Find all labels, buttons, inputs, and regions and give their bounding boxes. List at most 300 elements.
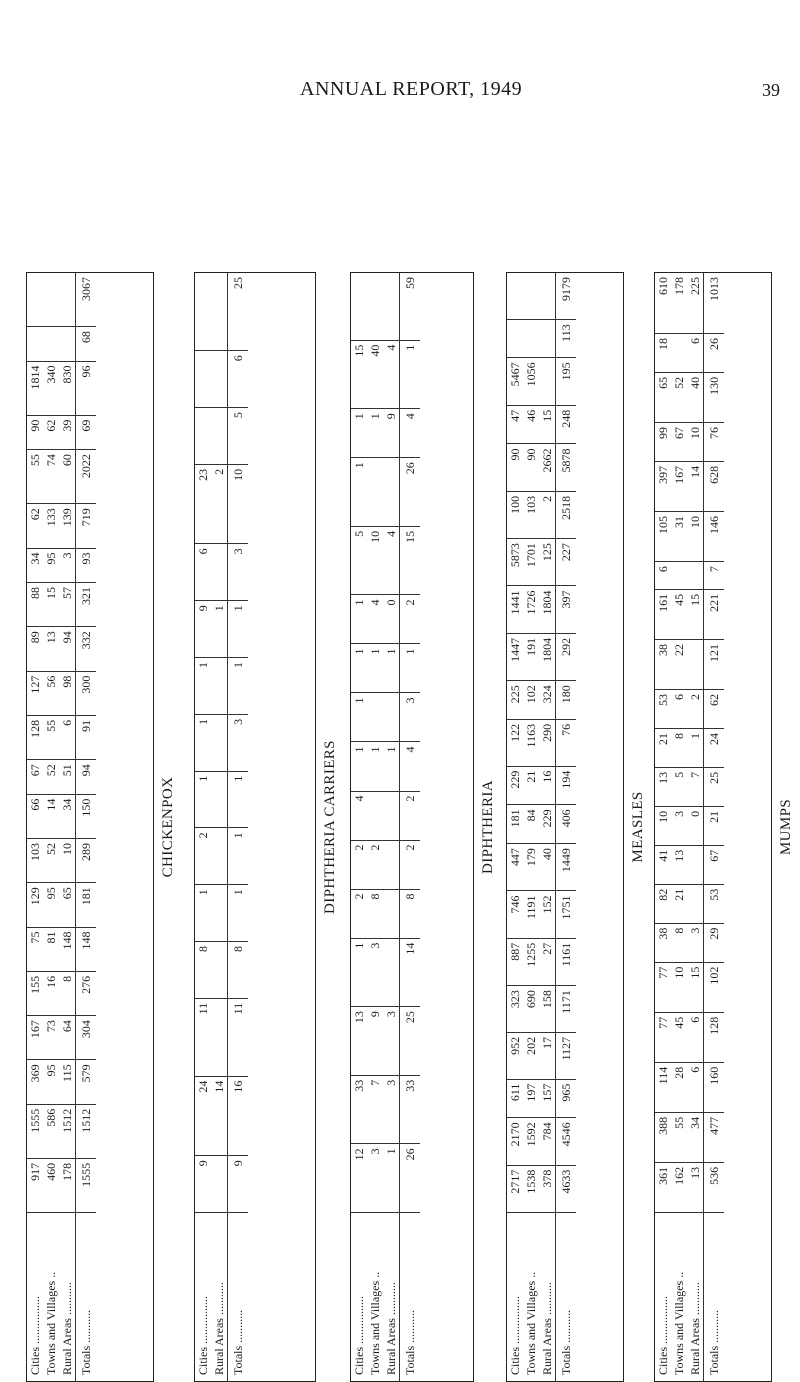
table-cell: 133 xyxy=(43,504,59,548)
table-cell: 17 xyxy=(539,1032,556,1079)
table-cell xyxy=(523,320,539,358)
table-cell: 93 xyxy=(76,548,97,582)
table-cell: 33 xyxy=(400,1075,421,1144)
table-cell: 1 xyxy=(228,771,249,828)
table-cell: 1555 xyxy=(76,1158,97,1212)
table-cell: 4633 xyxy=(556,1165,577,1212)
row-label: Cities ................ xyxy=(351,1295,366,1375)
table-row xyxy=(539,273,556,1381)
table-cell: 77 xyxy=(655,1012,671,1062)
table-row xyxy=(507,273,523,1381)
table-cell xyxy=(27,327,43,361)
table-cell: 388 xyxy=(655,1112,671,1162)
table-cell: 59 xyxy=(400,273,421,340)
table-cell: 114 xyxy=(655,1062,671,1112)
table-cell: 2 xyxy=(400,595,421,644)
table-cell: 96 xyxy=(76,361,97,415)
table-cell: 167 xyxy=(27,1016,43,1060)
table-cell: 332 xyxy=(76,627,97,671)
table-cell: 1163 xyxy=(523,719,539,766)
table-cell: 3 xyxy=(367,938,383,1007)
table-row xyxy=(211,273,228,1381)
table-cell: 8 xyxy=(195,942,211,999)
table-cell: 3 xyxy=(383,1075,400,1144)
table-cell xyxy=(507,273,523,320)
table-cell: 965 xyxy=(556,1079,577,1118)
table-cell: 6 xyxy=(655,562,671,590)
section-caption: DIPHTHERIA CARRIERS xyxy=(322,740,338,914)
table-cell: 536 xyxy=(704,1162,725,1212)
table-cell: 75 xyxy=(27,927,43,971)
table-cell xyxy=(211,544,228,601)
data-table xyxy=(195,273,248,1381)
section-caption: DIPHTHERIA xyxy=(480,780,496,874)
row-label: Totals ........... xyxy=(228,1213,249,1382)
table-cell: 45 xyxy=(671,1012,687,1062)
table-cell: 99 xyxy=(655,422,671,461)
data-table xyxy=(27,273,96,1381)
table-cell: 10 xyxy=(228,464,249,544)
table-cell: 1 xyxy=(195,771,211,828)
table-row xyxy=(351,273,367,1381)
row-label: Cities ................ xyxy=(655,1295,670,1375)
data-table xyxy=(351,273,420,1381)
table-cell: 67 xyxy=(671,422,687,461)
table-cell xyxy=(687,639,704,689)
data-table xyxy=(507,273,576,1381)
table-cell: 3 xyxy=(400,693,421,742)
table-cell xyxy=(383,889,400,938)
table-cell: 34 xyxy=(59,794,76,838)
table-cell: 23 xyxy=(195,464,211,544)
table-cell: 9 xyxy=(195,601,211,658)
table-cell: 5 xyxy=(671,767,687,806)
table-cell: 2662 xyxy=(539,444,556,491)
table-cell: 4546 xyxy=(556,1118,577,1165)
table-cell: 24 xyxy=(195,1076,211,1156)
table-cell: 180 xyxy=(556,681,577,720)
table-cell xyxy=(27,273,43,327)
table-cell: 194 xyxy=(556,766,577,805)
table-row xyxy=(76,273,97,1381)
table-cell: 40 xyxy=(367,340,383,409)
table-cell: 125 xyxy=(539,539,556,586)
table-cell: 225 xyxy=(687,273,704,333)
row-label: Towns and Villages .. xyxy=(671,1271,686,1375)
table-cell: 1 xyxy=(351,693,367,742)
table-cell xyxy=(383,458,400,527)
table-cell: 1512 xyxy=(76,1104,97,1158)
table-cell: 1 xyxy=(400,644,421,693)
table-cell: 276 xyxy=(76,971,97,1015)
table-cell: 139 xyxy=(59,504,76,548)
row-label: Rural Areas ........... xyxy=(211,1282,226,1375)
table-cell xyxy=(367,273,383,340)
table-cell: 1751 xyxy=(556,891,577,938)
table-cell: 16 xyxy=(43,971,59,1015)
table-cell: 9179 xyxy=(556,273,577,320)
table-cell: 917 xyxy=(27,1158,43,1212)
table-cell: 6 xyxy=(228,351,249,408)
table-cell: 1 xyxy=(351,938,367,1007)
table-cell: 610 xyxy=(655,273,671,333)
table-cell: 6 xyxy=(195,544,211,601)
table-cell: 361 xyxy=(655,1162,671,1212)
table-cell: 73 xyxy=(43,1016,59,1060)
table-cell: 95 xyxy=(43,1060,59,1104)
table-cell: 10 xyxy=(367,526,383,595)
table-cell: 1804 xyxy=(539,586,556,633)
table-cell: 1 xyxy=(351,458,367,527)
table-cell: 18 xyxy=(655,333,671,372)
table-cell: 102 xyxy=(523,681,539,720)
table-cell: 1449 xyxy=(556,844,577,891)
table-cell: 323 xyxy=(507,986,523,1033)
table-cell: 122 xyxy=(507,719,523,766)
table-cell: 60 xyxy=(59,450,76,504)
table-cell: 25 xyxy=(400,1007,421,1076)
table-cell: 611 xyxy=(507,1079,523,1118)
table-cell: 127 xyxy=(27,671,43,715)
table-cell: 1 xyxy=(351,742,367,791)
table-cell: 150 xyxy=(76,794,97,838)
table-cell: 181 xyxy=(507,805,523,844)
table-cell: 9 xyxy=(228,1156,249,1213)
table-cell: 14 xyxy=(43,794,59,838)
table-cell: 1804 xyxy=(539,633,556,680)
table-cell: 13 xyxy=(671,845,687,884)
section-caption: CHICKENPOX xyxy=(160,776,176,878)
table-cell: 24 xyxy=(704,728,725,767)
table-cell: 31 xyxy=(671,512,687,562)
table-cell: 2022 xyxy=(76,450,97,504)
table-cell: 1701 xyxy=(523,539,539,586)
table-cell: 1 xyxy=(351,595,367,644)
table-cell: 830 xyxy=(59,361,76,415)
table-cell: 68 xyxy=(76,327,97,361)
table-cell xyxy=(43,327,59,361)
table-cell: 6 xyxy=(687,1012,704,1062)
table-cell: 21 xyxy=(523,766,539,805)
table-cell: 1161 xyxy=(556,938,577,985)
table-cell: 5 xyxy=(351,526,367,595)
table-cell: 2 xyxy=(195,828,211,885)
row-label: Towns and Villages .. xyxy=(43,1271,58,1375)
table-cell: 152 xyxy=(539,891,556,938)
table-cell xyxy=(539,358,556,405)
table-cell: 952 xyxy=(507,1032,523,1079)
table-cell xyxy=(211,998,228,1076)
table-cell: 369 xyxy=(27,1060,43,1104)
table-cell: 12 xyxy=(351,1144,367,1213)
table-cell: 25 xyxy=(228,273,249,351)
table-cell: 8 xyxy=(400,889,421,938)
table-cell: 1 xyxy=(351,409,367,458)
table-cell: 53 xyxy=(704,884,725,923)
table-cell: 13 xyxy=(351,1007,367,1076)
table-cell: 129 xyxy=(27,883,43,927)
row-label: Cities ................ xyxy=(507,1295,522,1375)
table-cell xyxy=(539,273,556,320)
table-row xyxy=(655,273,671,1381)
table-cell: 1 xyxy=(351,644,367,693)
table-cell: 1191 xyxy=(523,891,539,938)
table-cell: 179 xyxy=(523,844,539,891)
table-cell: 4 xyxy=(400,409,421,458)
table-cell: 15 xyxy=(687,962,704,1012)
table-cell: 130 xyxy=(704,372,725,422)
table-cell: 10 xyxy=(655,806,671,845)
table-cell xyxy=(211,942,228,999)
table-cell: 1538 xyxy=(523,1165,539,1212)
table-cell: 8 xyxy=(671,728,687,767)
table-cell: 2 xyxy=(351,840,367,889)
table-cell: 90 xyxy=(507,444,523,491)
table-cell xyxy=(383,273,400,340)
table-cell: 1441 xyxy=(507,586,523,633)
table-cell xyxy=(211,273,228,351)
table-cell: 77 xyxy=(655,962,671,1012)
table-cell: 65 xyxy=(59,883,76,927)
table-cell: 13 xyxy=(43,627,59,671)
table-cell: 91 xyxy=(76,715,97,759)
table-cell: 10 xyxy=(687,422,704,461)
table-cell: 2170 xyxy=(507,1118,523,1165)
table-cell: 7 xyxy=(367,1075,383,1144)
table-cell: 95 xyxy=(43,548,59,582)
table-cell: 27 xyxy=(539,938,556,985)
table-cell: 100 xyxy=(507,491,523,538)
table-cell: 57 xyxy=(59,583,76,627)
row-label: Rural Areas ........... xyxy=(59,1282,74,1375)
table-cell: 15 xyxy=(43,583,59,627)
table-cell: 45 xyxy=(671,589,687,639)
table-row xyxy=(687,273,704,1381)
table-cell: 229 xyxy=(539,805,556,844)
table-row xyxy=(400,273,421,1381)
table-cell: 1127 xyxy=(556,1032,577,1079)
table-cell: 3 xyxy=(383,1007,400,1076)
table-cell: 84 xyxy=(523,805,539,844)
table-cell: 397 xyxy=(655,461,671,511)
table-cell: 55 xyxy=(671,1112,687,1162)
table-cell: 67 xyxy=(27,760,43,794)
table-cell: 378 xyxy=(539,1165,556,1212)
table-cell: 146 xyxy=(704,512,725,562)
table-cell: 56 xyxy=(43,671,59,715)
table-cell xyxy=(507,320,523,358)
table-section xyxy=(26,272,154,1382)
table-cell: 586 xyxy=(43,1104,59,1158)
table-section xyxy=(350,272,474,1382)
table-row xyxy=(383,273,400,1381)
table-cell: 11 xyxy=(228,998,249,1076)
table-row xyxy=(367,273,383,1381)
table-cell: 1 xyxy=(228,885,249,942)
table-cell xyxy=(211,1156,228,1213)
table-cell: 579 xyxy=(76,1060,97,1104)
table-cell: 15 xyxy=(687,589,704,639)
table-cell: 1 xyxy=(195,714,211,771)
table-cell: 1 xyxy=(367,742,383,791)
table-cell: 1 xyxy=(383,644,400,693)
table-cell: 2 xyxy=(400,791,421,840)
table-cell: 90 xyxy=(523,444,539,491)
table-cell: 8 xyxy=(228,942,249,999)
table-cell: 21 xyxy=(704,806,725,845)
table-cell: 155 xyxy=(27,971,43,1015)
table-cell: 6 xyxy=(671,690,687,729)
table-cell: 887 xyxy=(507,938,523,985)
table-cell: 5873 xyxy=(507,539,523,586)
table-cell: 1171 xyxy=(556,986,577,1033)
running-header: ANNUAL REPORT, 1949 xyxy=(300,78,523,100)
table-cell xyxy=(211,658,228,715)
table-cell: 1 xyxy=(383,1144,400,1213)
table-cell xyxy=(211,408,228,465)
table-cell: 1 xyxy=(195,885,211,942)
table-cell: 52 xyxy=(671,372,687,422)
table-cell: 191 xyxy=(523,633,539,680)
table-cell xyxy=(195,351,211,408)
table-cell: 41 xyxy=(655,845,671,884)
table-cell: 46 xyxy=(523,405,539,444)
table-cell: 55 xyxy=(43,715,59,759)
table-cell: 15 xyxy=(400,526,421,595)
row-label: Rural Areas ........... xyxy=(687,1282,702,1375)
table-cell: 81 xyxy=(43,927,59,971)
table-cell: 105 xyxy=(655,512,671,562)
table-cell: 95 xyxy=(43,883,59,927)
table-cell: 55 xyxy=(27,450,43,504)
table-cell: 13 xyxy=(687,1162,704,1212)
table-row xyxy=(523,273,539,1381)
table-cell xyxy=(211,714,228,771)
section-caption: MUMPS xyxy=(778,798,794,856)
row-label: Totals ........... xyxy=(556,1213,577,1382)
table-cell: 1056 xyxy=(523,358,539,405)
page-number: 39 xyxy=(762,80,780,100)
table-cell: 157 xyxy=(539,1079,556,1118)
table-cell: 6 xyxy=(687,333,704,372)
table-cell: 94 xyxy=(76,760,97,794)
table-cell: 2 xyxy=(400,840,421,889)
table-cell xyxy=(383,791,400,840)
table-cell: 26 xyxy=(704,333,725,372)
table-section xyxy=(194,272,316,1382)
table-cell: 8 xyxy=(59,971,76,1015)
table-cell: 719 xyxy=(76,504,97,548)
table-cell: 15 xyxy=(539,405,556,444)
table-cell: 447 xyxy=(507,844,523,891)
table-cell: 290 xyxy=(539,719,556,766)
table-cell: 4 xyxy=(351,791,367,840)
table-cell xyxy=(383,938,400,1007)
table-cell: 121 xyxy=(704,639,725,689)
table-cell: 94 xyxy=(59,627,76,671)
table-cell: 40 xyxy=(539,844,556,891)
table-cell: 1814 xyxy=(27,361,43,415)
table-cell: 1512 xyxy=(59,1104,76,1158)
table-cell: 167 xyxy=(671,461,687,511)
table-cell xyxy=(687,845,704,884)
table-row xyxy=(59,273,76,1381)
table-cell: 784 xyxy=(539,1118,556,1165)
table-cell xyxy=(211,771,228,828)
row-label: Cities ................ xyxy=(195,1295,210,1375)
table-cell: 1447 xyxy=(507,633,523,680)
table-row xyxy=(671,273,687,1381)
table-cell: 34 xyxy=(687,1112,704,1162)
table-cell: 148 xyxy=(59,927,76,971)
table-cell xyxy=(383,840,400,889)
table-cell: 89 xyxy=(27,627,43,671)
table-cell: 195 xyxy=(556,358,577,405)
table-cell: 300 xyxy=(76,671,97,715)
table-cell: 6 xyxy=(687,1062,704,1112)
table-cell: 202 xyxy=(523,1032,539,1079)
table-cell: 1 xyxy=(211,601,228,658)
table-cell: 7 xyxy=(704,562,725,590)
table-cell: 2518 xyxy=(556,491,577,538)
table-cell xyxy=(43,273,59,327)
table-cell xyxy=(195,408,211,465)
table-cell: 1555 xyxy=(27,1104,43,1158)
table-cell: 248 xyxy=(556,405,577,444)
table-cell: 2 xyxy=(351,889,367,938)
table-cell: 65 xyxy=(655,372,671,422)
table-cell: 53 xyxy=(655,690,671,729)
table-cell: 1255 xyxy=(523,938,539,985)
table-cell: 227 xyxy=(556,539,577,586)
table-cell: 4 xyxy=(383,526,400,595)
table-cell xyxy=(671,562,687,590)
table-cell: 1592 xyxy=(523,1118,539,1165)
table-cell: 62 xyxy=(704,690,725,729)
table-cell xyxy=(367,458,383,527)
table-cell: 8 xyxy=(367,889,383,938)
table-row xyxy=(195,273,211,1381)
table-cell: 2 xyxy=(539,491,556,538)
rotated-tables xyxy=(22,272,794,1382)
table-cell: 10 xyxy=(59,838,76,882)
table-cell: 16 xyxy=(539,766,556,805)
table-cell: 4 xyxy=(383,340,400,409)
table-cell: 4 xyxy=(367,595,383,644)
table-cell: 62 xyxy=(27,504,43,548)
table-row xyxy=(556,273,577,1381)
table-cell: 1726 xyxy=(523,586,539,633)
table-cell: 3067 xyxy=(76,273,97,327)
table-cell: 3 xyxy=(671,806,687,845)
table-cell: 98 xyxy=(59,671,76,715)
table-cell: 103 xyxy=(523,491,539,538)
table-cell: 52 xyxy=(43,838,59,882)
table-cell xyxy=(687,562,704,590)
table-cell xyxy=(211,828,228,885)
table-cell xyxy=(59,327,76,361)
table-cell: 225 xyxy=(507,681,523,720)
table-cell: 158 xyxy=(539,986,556,1033)
table-cell: 102 xyxy=(704,962,725,1012)
row-label: Rural Areas ........... xyxy=(383,1282,398,1375)
table-cell: 178 xyxy=(59,1158,76,1212)
table-cell: 47 xyxy=(507,405,523,444)
table-cell: 9 xyxy=(383,409,400,458)
table-cell: 115 xyxy=(59,1060,76,1104)
data-table xyxy=(655,273,724,1381)
table-cell: 103 xyxy=(27,838,43,882)
